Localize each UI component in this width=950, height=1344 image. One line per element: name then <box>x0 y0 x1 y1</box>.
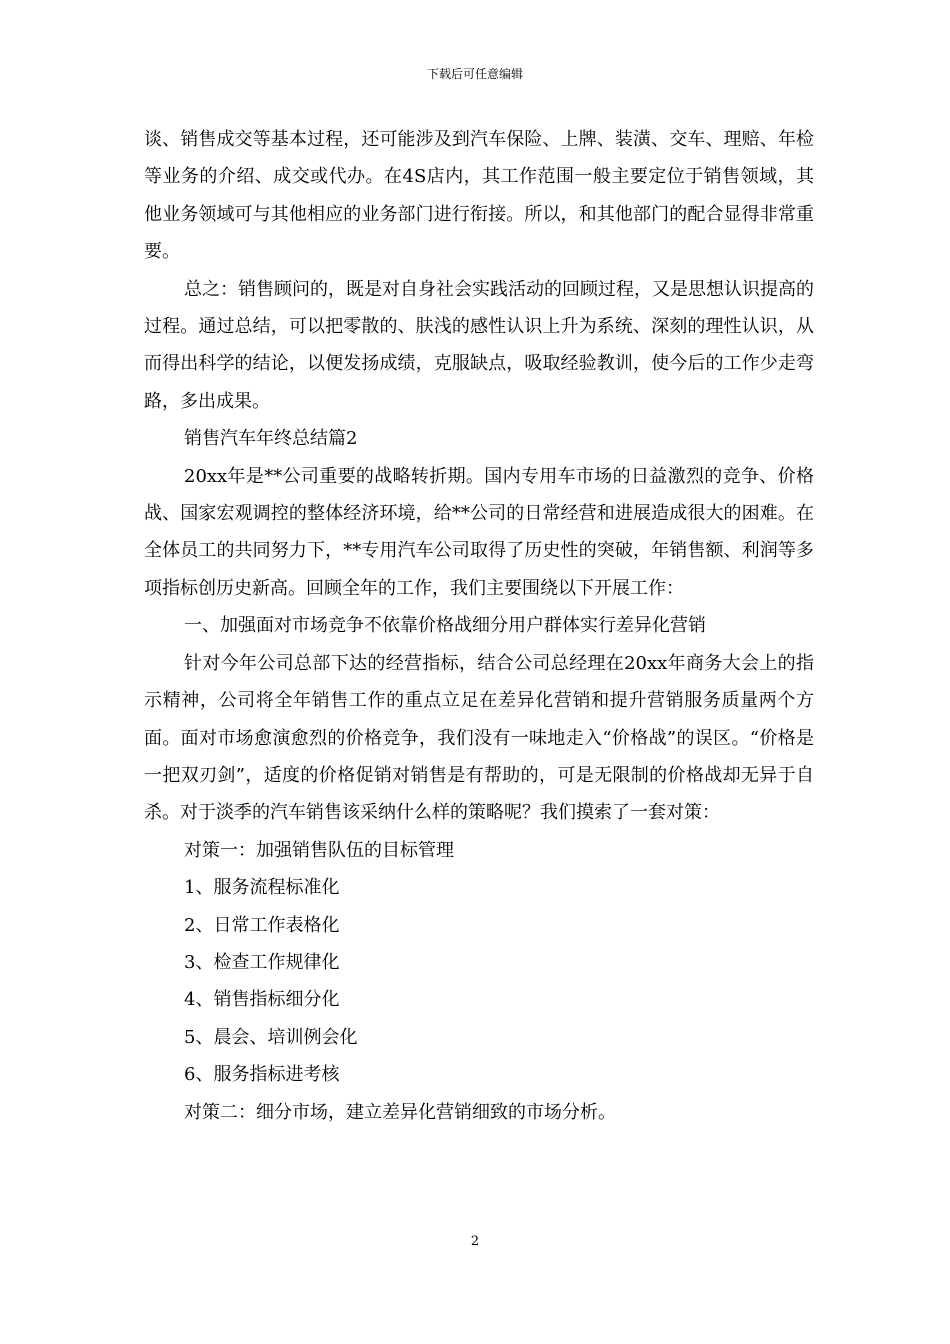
list-item: 3、检查工作规律化 <box>184 951 340 973</box>
list-item: 4、销售指标细分化 <box>184 989 340 1011</box>
countermeasure-two-heading: 对策二：细分市场，建立差异化营销细致的市场分析。 <box>184 1101 616 1123</box>
list-item: 6、服务指标进考核 <box>184 1064 340 1086</box>
list-item: 5、晨会、培训例会化 <box>184 1026 358 1048</box>
heading-differentiated-marketing: 一、加强面对市场竞争不依靠价格战细分用户群体实行差异化营销 <box>184 615 706 637</box>
countermeasure-one-heading: 对策一：加强销售队伍的目标管理 <box>184 839 454 861</box>
paragraph-year-overview: 20xx年是**公司重要的战略转折期。国内专用车市场的日益激烈的竞争、价格战、国家宏观调控的整体经济环境，给**公司的日常经营和进展造成很大的困难。在全体员工的共同努力下，**专用汽车公司取得了历史性的突破，年销售额、利润等多项指标创历史新高。回顾全年的工作，我们主要围绕以下开展工作： <box>144 465 814 599</box>
paragraph-summary: 总之：销售顾问的，既是对自身社会实践活动的回顾过程，又是思想认识提高的过程。通过总结，可以把零散的、肤浅的感性认识上升为系统、深刻的理性认识，从而得出科学的结论，以便发扬成绩，克服缺点，吸取经验教训，使今后的工作少走弯路，多出成果。 <box>144 278 814 412</box>
section-title: 销售汽车年终总结篇2 <box>184 428 358 450</box>
page-number: 2 <box>470 1234 480 1249</box>
page-header: 下载后可任意编辑 <box>426 67 523 81</box>
document-body <box>144 121 814 1131</box>
paragraph-continued-sales-process: 谈、销售成交等基本过程，还可能涉及到汽车保险、上牌、装潢、交车、理赔、年检等业务的介绍、成交或代办。在4S店内，其工作范围一般主要定位于销售领域，其他业务领域可与其他相应的业务部门进行衔接。所以，和其他部门的配合显得非常重要。 <box>144 129 814 263</box>
paragraph-strategy: 针对今年公司总部下达的经营指标，结合公司总经理在20xx年商务大会上的指示精神，公司将全年销售工作的重点立足在差异化营销和提升营销服务质量两个方面。面对市场愈演愈烈的价格竞争，我们没有一味地走入“价格战”的误区。“价格是一把双刃剑”，适度的价格促销对销售是有帮助的，可是无限制的价格战却无异于自杀。对于淡季的汽车销售该采纳什么样的策略呢？我们摸索了一套对策： <box>144 652 814 824</box>
list-item: 1、服务流程标准化 <box>184 877 340 899</box>
list-item: 2、日常工作表格化 <box>184 914 340 936</box>
